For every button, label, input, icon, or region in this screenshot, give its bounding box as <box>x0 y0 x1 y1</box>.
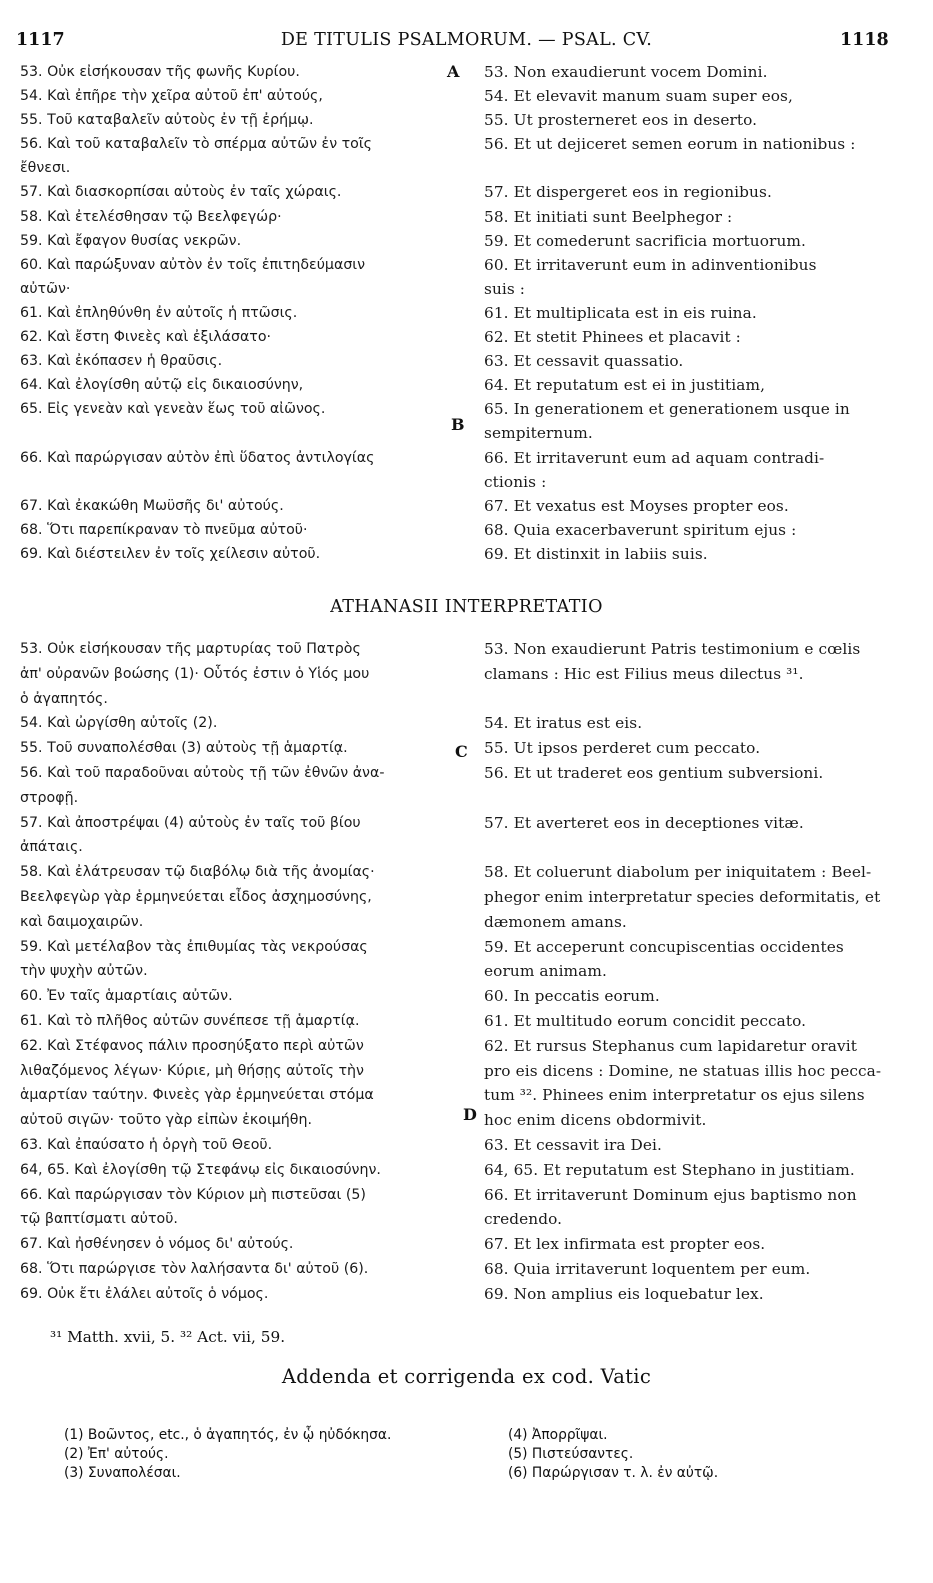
text-line: 58. Et coluerunt diabolum per iniquitatem : Beel- <box>484 863 872 882</box>
text-line: Βεελφεγὼρ γὰρ ἑρμηνεύεται εἶδος ἀσχημοσύνης, <box>20 888 372 905</box>
text-line: 55. Ut ipsos perderet cum peccato. <box>484 739 761 758</box>
text-line <box>484 156 914 180</box>
text-line: 65. In generationem et generationem usque in <box>484 400 850 419</box>
text-line: ἔθνεσι. <box>20 160 71 177</box>
text-line: phegor enim interpretatur species deformitatis, et <box>484 887 881 906</box>
text-line <box>20 470 458 494</box>
text-line: 53. Οὐκ εἰσήκουσαν τῆς μαρτυρίας τοῦ Πατρὸς <box>20 641 361 657</box>
margin-marker-a: A <box>447 62 460 81</box>
text-line: 59. Καὶ μετέλαβον τὰς ἐπιθυμίας τὰς νεκρούσας <box>20 938 368 955</box>
text-line: 54. Καὶ ὠργίσθη αὐτοῖς (2). <box>20 715 218 732</box>
text-line: dæmonem amans. <box>484 912 627 931</box>
text-line: 57. Et averteret eos in deceptiones vitæ. <box>484 813 804 832</box>
text-line: 63. Καὶ ἐπαύσατο ἡ ὀργὴ τοῦ Θεοῦ. <box>20 1136 273 1153</box>
text-line: 67. Καὶ ἐκακώθη Μωϋσῆς δι' αὐτούς. <box>20 497 284 514</box>
text-line: 55. Τοῦ καταβαλεῖν αὐτοὺς ἐν τῇ ἐρήμῳ. <box>20 112 314 129</box>
interpretation-greek-column <box>20 637 458 1307</box>
text-line: ctionis : <box>484 472 547 491</box>
text-line: 56. Καὶ τοῦ παραδοῦναι αὐτοὺς τῇ τῶν ἐθνῶν ἀνα- <box>20 764 385 781</box>
text-line: (1) Βοῶντος, etc., ὁ ἀγαπητός, ἐν ᾧ ηὐδόκησα. <box>64 1427 392 1443</box>
text-line: στροφῇ. <box>20 789 79 806</box>
text-line <box>484 835 914 860</box>
text-line: 57. Καὶ διασκορπίσαι αὐτοὺς ἐν ταῖς χώραις. <box>20 184 342 201</box>
margin-marker-c: C <box>455 742 468 761</box>
text-line: 62. Et stetit Phinees et placavit : <box>484 328 741 347</box>
text-line: 69. Οὐκ ἔτι ἐλάλει αὐτοῖς ὁ νόμος. <box>20 1285 269 1302</box>
text-line: ὁ ἀγαπητός. <box>20 690 108 707</box>
text-line: 55. Ut prosterneret eos in deserto. <box>484 111 758 130</box>
text-line: 66. Et irritaverunt Dominum ejus baptismo non <box>484 1185 857 1204</box>
text-line: 66. Καὶ παρώργισαν τὸν Κύριον μὴ πιστεῦσαι (5) <box>20 1186 366 1203</box>
text-line: 63. Et cessavit quassatio. <box>484 352 684 371</box>
text-line <box>484 687 914 712</box>
text-line: clamans : Hic est Filius meus dilectus ³¹. <box>484 664 804 683</box>
text-line <box>484 786 914 811</box>
interpretation-latin-column <box>484 637 914 1307</box>
text-line: 63. Καὶ ἐκόπασεν ἡ θραῦσις. <box>20 353 223 370</box>
text-line: suis : <box>484 279 526 298</box>
text-line: (3) Συναπολέσαι. <box>64 1465 181 1481</box>
text-line: 62. Καὶ Στέφανος πάλιν προσηύξατο περὶ αὐτῶν <box>20 1037 364 1054</box>
text-line: 68. Ὅτι παρώργισε τὸν λαλήσαντα δι' αὐτοῦ (6). <box>20 1260 369 1277</box>
text-line: 63. Et cessavit ira Dei. <box>484 1135 663 1154</box>
footnote: ³¹ Matth. xvii, 5. ³² Act. vii, 59. <box>50 1328 286 1346</box>
margin-marker-b: B <box>451 415 465 434</box>
page-number-right: 1118 <box>840 30 889 50</box>
text-line: αὐτοῦ σιγῶν· τοῦτο γὰρ εἰπὼν ἐκοιμήθη. <box>20 1112 312 1129</box>
text-line: 61. Et multiplicata est in eis ruina. <box>484 303 757 322</box>
text-line: 60. In peccatis eorum. <box>484 987 660 1006</box>
text-line: 53. Οὐκ εἰσήκουσαν τῆς φωνῆς Κυρίου. <box>20 64 300 80</box>
text-line: 56. Et ut traderet eos gentium subversioni. <box>484 763 824 782</box>
text-line: 54. Et elevavit manum suam super eos, <box>484 87 793 106</box>
text-line: τὴν ψυχὴν αὐτῶν. <box>20 963 148 980</box>
text-line: 61. Et multitudo eorum concidit peccato. <box>484 1011 807 1030</box>
text-line: 56. Καὶ τοῦ καταβαλεῖν τὸ σπέρμα αὐτῶν ἐν τοῖς <box>20 136 372 153</box>
text-line: 69. Et distinxit in labiis suis. <box>484 544 708 563</box>
psalm-latin-column <box>484 60 914 566</box>
text-line: 58. Καὶ ἐτελέσθησαν τῷ Βεελφεγώρ· <box>20 208 282 225</box>
text-line: 54. Et iratus est eis. <box>484 714 643 733</box>
text-line: 58. Et initiati sunt Beelphegor : <box>484 207 733 226</box>
text-line: 57. Et dispergeret eos in regionibus. <box>484 183 772 202</box>
text-line: 58. Καὶ ἐλάτρευσαν τῷ διαβόλῳ διὰ τῆς ἀνομίας· <box>20 864 375 881</box>
text-line: λιθαζόμενος λέγων· Κύριε, μὴ θήσῃς αὐτοῖς τὴν <box>20 1062 364 1079</box>
text-line: 66. Καὶ παρώργισαν αὐτὸν ἐπὶ ὕδατος ἀντιλογίας <box>20 449 375 466</box>
margin-marker-d: D <box>463 1105 477 1124</box>
text-line: (5) Πιστεύσαντες. <box>508 1446 634 1462</box>
text-line: 60. Ἐν ταῖς ἁμαρτίαις αὐτῶν. <box>20 988 233 1005</box>
text-line: 54. Καὶ ἐπῆρε τὴν χεῖρα αὐτοῦ ἐπ' αὐτούς, <box>20 88 323 105</box>
text-line: 64, 65. Καὶ ἐλογίσθη τῷ Στεφάνῳ εἰς δικαιοσύνην. <box>20 1161 381 1178</box>
text-line: 62. Καὶ ἔστη Φινεὲς καὶ ἐξιλάσατο· <box>20 329 272 346</box>
text-line: 57. Καὶ ἀποστρέψαι (4) αὐτοὺς ἐν ταῖς τοῦ βίου <box>20 814 361 831</box>
text-line: (6) Παρώργισαν τ. λ. ἐν αὐτῷ. <box>508 1465 719 1481</box>
text-line: 59. Et comederunt sacrificia mortuorum. <box>484 231 806 250</box>
text-line: 61. Καὶ ἐπληθύνθη ἐν αὐτοῖς ἡ πτῶσις. <box>20 304 298 321</box>
text-line: sempiternum. <box>484 424 593 443</box>
text-line: 59. Et acceperunt concupiscentias occidentes <box>484 937 844 956</box>
text-line: 68. Quia exacerbaverunt spiritum ejus : <box>484 520 797 539</box>
text-line: pro eis dicens : Domine, ne statuas illis hoc pecca- <box>484 1061 882 1080</box>
text-line: τῷ βαπτίσματι αὐτοῦ. <box>20 1211 178 1228</box>
text-line: 67. Καὶ ἠσθένησεν ὁ νόμος δι' αὐτούς. <box>20 1236 294 1253</box>
running-title: DE TITULIS PSALMORUM. — PSAL. CV. <box>280 30 653 50</box>
text-line: 66. Et irritaverunt eum ad aquam contradi- <box>484 448 825 467</box>
text-line: 59. Καὶ ἔφαγον θυσίας νεκρῶν. <box>20 232 242 249</box>
text-line: 67. Et vexatus est Moyses propter eos. <box>484 496 789 515</box>
text-line: tum ³². Phinees enim interpretatur os ejus silens <box>484 1086 865 1105</box>
text-line: 55. Τοῦ συναπολέσθαι (3) αὐτοὺς τῇ ἁμαρτίᾳ. <box>20 740 348 757</box>
addenda-right-column <box>508 1426 908 1483</box>
text-line: ἀπάταις. <box>20 839 83 856</box>
text-line: (2) Ἐπ' αὐτούς. <box>64 1446 169 1462</box>
addenda-left-column <box>64 1426 484 1483</box>
text-line: καὶ δαιμοχαιρῶν. <box>20 913 144 930</box>
text-line: αὐτῶν· <box>20 280 71 297</box>
text-line: 62. Et rursus Stephanus cum lapidaretur oravit <box>484 1036 857 1055</box>
text-line: 64. Et reputatum est ei in justitiam, <box>484 376 766 395</box>
text-line: hoc enim dicens obdormivit. <box>484 1111 707 1130</box>
text-line: 68. Ὅτι παρεπίκραναν τὸ πνεῦμα αὐτοῦ· <box>20 521 308 538</box>
text-line: ἀπ' οὐρανῶν βοώσης (1)· Οὗτός ἐστιν ὁ Υἱός μου <box>20 665 370 682</box>
text-line: 64, 65. Et reputatum est Stephano in justitiam. <box>484 1160 855 1179</box>
text-line: 67. Et lex infirmata est propter eos. <box>484 1235 766 1254</box>
text-line: 61. Καὶ τὸ πλῆθος αὐτῶν συνέπεσε τῇ ἁμαρτίᾳ. <box>20 1012 360 1029</box>
text-line: 53. Non exaudierunt Patris testimonium e cœlis <box>484 640 861 658</box>
psalm-greek-column <box>20 60 458 566</box>
text-line: 60. Et irritaverunt eum in adinventionibus <box>484 255 817 274</box>
page-number-left: 1117 <box>16 30 65 50</box>
section-title: ATHANASII INTERPRETATIO <box>330 597 603 617</box>
addenda-title: Addenda et corrigenda ex cod. Vatic <box>281 1365 652 1388</box>
text-line <box>20 421 458 445</box>
text-line: (4) Ἀπορρῖψαι. <box>508 1427 608 1443</box>
text-line: 68. Quia irritaverunt loquentem per eum. <box>484 1259 811 1278</box>
text-line: 65. Εἰς γενεὰν καὶ γενεὰν ἕως τοῦ αἰῶνος. <box>20 401 326 418</box>
text-line: 60. Καὶ παρώξυναν αὐτὸν ἐν τοῖς ἐπιτηδεύμασιν <box>20 256 366 273</box>
text-line: 64. Καὶ ἐλογίσθη αὐτῷ εἰς δικαιοσύνην, <box>20 377 304 394</box>
text-line: ἁμαρτίαν ταύτην. Φινεὲς γὰρ ἑρμηνεύεται στόμα <box>20 1087 374 1104</box>
text-line: 53. Non exaudierunt vocem Domini. <box>484 63 768 81</box>
text-line: 56. Et ut dejiceret semen eorum in nationibus : <box>484 135 856 154</box>
text-line: eorum animam. <box>484 962 607 981</box>
text-line: credendo. <box>484 1210 563 1229</box>
text-line: 69. Non amplius eis loquebatur lex. <box>484 1284 764 1303</box>
text-line: 69. Καὶ διέστειλεν ἐν τοῖς χείλεσιν αὐτοῦ. <box>20 545 321 562</box>
